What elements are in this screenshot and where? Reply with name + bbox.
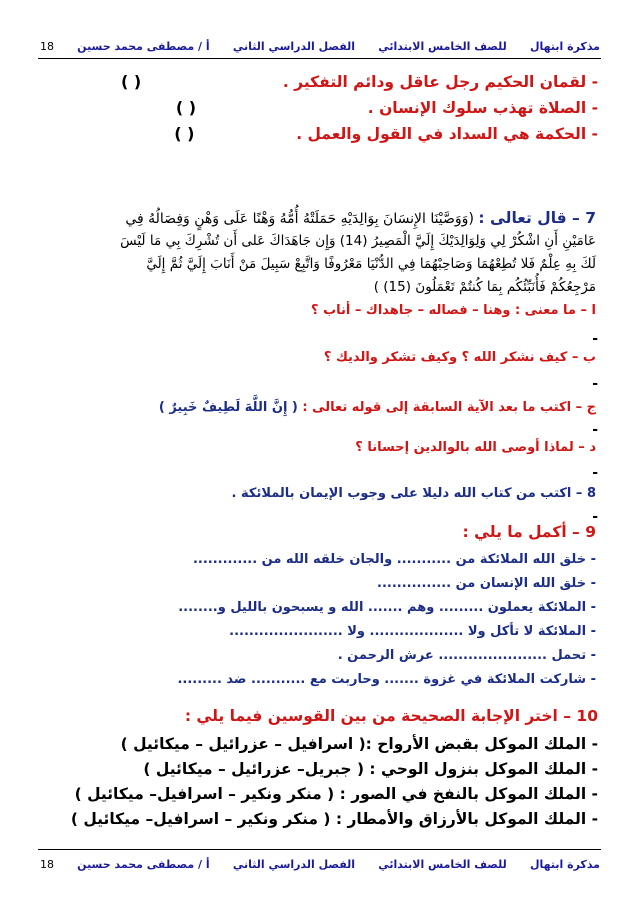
- q9-item-5: - تحمل ...................... عرش الرحمن .: [337, 648, 596, 663]
- q9-item-2: - خلق الله الإنسان من ...............: [377, 576, 596, 591]
- q7-verse-3: لَكَ بِهِ عِلْمٌ فَلا تُطِعْهُمَا وَصَاحِبْهُمَا فِي الدُّنْيَا مَعْرُوفًا وَاتَّبِعْ سَبِيلَ مَنْ أَنَابَ إِلَيَّ ثُمَّ إِلَيَّ: [146, 256, 596, 272]
- q7-verse-4: مَرْجِعُكُمْ فَأُنَبِّئُكُم بِمَا كُنتُمْ تَعْمَلُونَ (15) ): [373, 279, 596, 295]
- q7-verse-line-4: [42, 277, 596, 297]
- q9-item-3: - الملائكة يعملون ......... وهم ....... الله و يسبحون بالليل و........: [178, 600, 596, 615]
- q7-verse-line-3: [42, 254, 596, 274]
- header-page-number: 18: [40, 39, 54, 53]
- footer-rule: [38, 849, 601, 850]
- dash-marker: -: [592, 422, 598, 438]
- q9-item-4: - الملائكة لا تأكل ولا ................... ولا .......................: [229, 624, 596, 639]
- q10-label: 10 – اختر الإجابة الصحيحة من بين القوسين فيما يلي :: [184, 707, 598, 725]
- footer-teacher: أ / مصطفى محمد حسين: [77, 857, 210, 871]
- dash-marker: -: [592, 331, 598, 347]
- q7-part-c: [42, 398, 596, 418]
- header-teacher: أ / مصطفى محمد حسين: [77, 39, 210, 53]
- q7-part-a: ا – ما معنى : وهنا – فصاله – جاهداك – أناب ؟: [311, 303, 596, 318]
- header-rule: [38, 58, 601, 59]
- tf-text: - لقمان الحكيم رجل عاقل ودائم التفكير .: [282, 73, 598, 91]
- q10-item-3: - الملك الموكل بالنفخ في الصور : ( منكر ونكير – اسرافيل– ميكائيل ): [74, 785, 598, 803]
- q10-item-1: - الملك الموكل بقبض الأرواح :( اسرافيل – عزرائيل – ميكائيل ): [120, 735, 598, 753]
- dash-marker: -: [592, 376, 598, 392]
- footer-grade: للصف الخامس الابتدائي: [378, 857, 507, 871]
- footer-term: الفصل الدراسي الثاني: [232, 857, 356, 871]
- q7-part-c-text: ج – اكتب ما بعد الآية السابقة إلى قوله تعالى :: [302, 400, 596, 415]
- q8-question: 8 – اكتب من كتاب الله دليلا على وجوب الإيمان بالملائكة .: [231, 486, 596, 501]
- q7-part-d: د – لماذا أوصى الله بالوالدين إحسانا ؟: [355, 440, 596, 455]
- q7-verse-line-1: [42, 208, 596, 229]
- tf-item-2: [38, 98, 598, 118]
- q7-part-b: ب – كيف نشكر الله ؟ وكيف تشكر والديك ؟: [323, 350, 596, 365]
- tf-text: - الحكمة هي السداد في القول والعمل .: [296, 125, 598, 143]
- tf-paren: ( ): [120, 72, 142, 91]
- footer-page-number: 18: [40, 857, 54, 871]
- page-header: [40, 36, 600, 56]
- tf-paren: ( ): [175, 98, 197, 117]
- page-footer: [40, 854, 600, 874]
- q7-label: 7 – قال تعالى :: [478, 209, 596, 227]
- q7-verse-line-2: [42, 231, 596, 251]
- dash-marker: -: [592, 509, 598, 525]
- header-term: الفصل الدراسي الثاني: [232, 39, 356, 53]
- q7-verse-2: عَامَيْنِ أَنِ اشْكُرْ لِي وَلِوَالِدَيْكَ إِلَيَّ الْمَصِيرُ (14) وَإِن جَاهَدَاكَ عَلى أَن تُشْرِكَ بِي مَا لَيْسَ: [120, 233, 596, 249]
- q10-item-4: - الملك الموكل بالأرزاق والأمطار : ( منكر ونكير – اسرافيل– ميكائيل ): [70, 810, 598, 828]
- q10-item-2: - الملك الموكل بنزول الوحي : ( جبريل– عزرائيل – ميكائيل ): [143, 760, 598, 778]
- dash-marker: -: [592, 465, 598, 481]
- header-book: مذكرة ابتهال: [529, 39, 600, 53]
- tf-item-3: [38, 124, 598, 144]
- q7-part-c-verse: ( إِنَّ اللَّهَ لَطِيفٌ خَبِيرٌ ): [158, 400, 298, 415]
- tf-paren: ( ): [174, 124, 195, 143]
- header-grade: للصف الخامس الابتدائي: [378, 39, 507, 53]
- tf-text: - الصلاة تهذب سلوك الإنسان .: [367, 99, 598, 117]
- q9-item-1: - خلق الله الملائكة من ........... والجان خلقه الله من .............: [192, 552, 596, 567]
- tf-item-1: [38, 72, 598, 92]
- q7-verse-1: (وَوَصَّيْنَا الإِنسَانَ بِوَالِدَيْهِ حَمَلَتْهُ أُمُّهُ وَهْنًا عَلَى وَهْنٍ وَفِصَالُهُ فِي: [125, 211, 474, 227]
- q9-item-6: - شاركت الملائكة في غزوة ....... وحاربت مع ........... ضد .........: [177, 672, 596, 687]
- q9-label: 9 – أكمل ما يلي :: [462, 523, 596, 541]
- footer-book: مذكرة ابتهال: [529, 857, 600, 871]
